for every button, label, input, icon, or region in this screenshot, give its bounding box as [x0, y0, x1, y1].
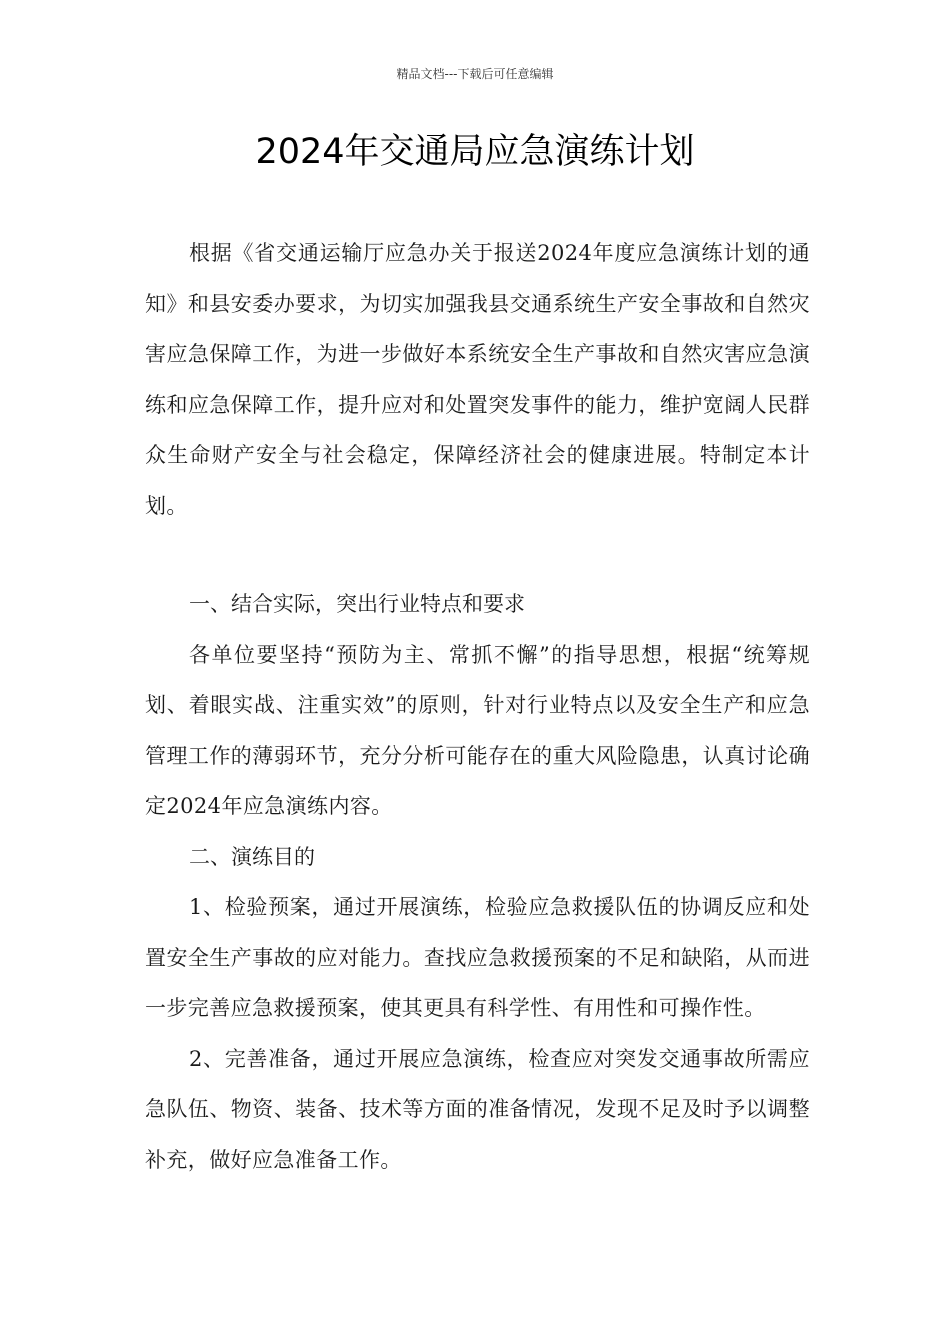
section-2-paragraph-1: 1、检验预案，通过开展演练，检验应急救援队伍的协调反应和处置安全生产事故的应对能力。查找应急救援预案的不足和缺陷，从而进一步完善应急救援预案，使其更具有科学性、有用性和可操作性。	[145, 895, 810, 1020]
section-heading-2: 二、演练目的	[189, 844, 315, 869]
intro-paragraph: 根据《省交通运输厅应急办关于报送2024年度应急演练计划的通知》和县安委办要求，为切实加强我县交通系统生产安全事故和自然灾害应急保障工作，为进一步做好本系统安全生产事故和自然灾害应急演练和应急保障工作，提升应对和处置突发事件的能力，维护宽阔人民群众生命财产安全与社会稳定，保障经济社会的健康进展。特制定本计划。	[145, 241, 810, 518]
document-title: 2024年交通局应急演练计划	[255, 132, 695, 172]
document-body	[145, 228, 810, 1185]
section-2-paragraph-2: 2、完善准备，通过开展应急演练，检查应对突发交通事故所需应急队伍、物资、装备、技术等方面的准备情况，发现不足及时予以调整补充，做好应急准备工作。	[145, 1046, 810, 1172]
section-spacer	[145, 531, 810, 579]
section-1-paragraph-1: 各单位要坚持“预防为主、常抓不懈”的指导思想，根据“统筹规划、着眼实战、注重实效”的原则，针对行业特点以及安全生产和应急管理工作的薄弱环节，充分分析可能存在的重大风险隐患，认真讨论确定2024年应急演练内容。	[145, 642, 810, 818]
document-header-note: 精品文档---下载后可任意编辑	[396, 67, 554, 81]
section-heading-1: 一、结合实际，突出行业特点和要求	[189, 592, 525, 616]
